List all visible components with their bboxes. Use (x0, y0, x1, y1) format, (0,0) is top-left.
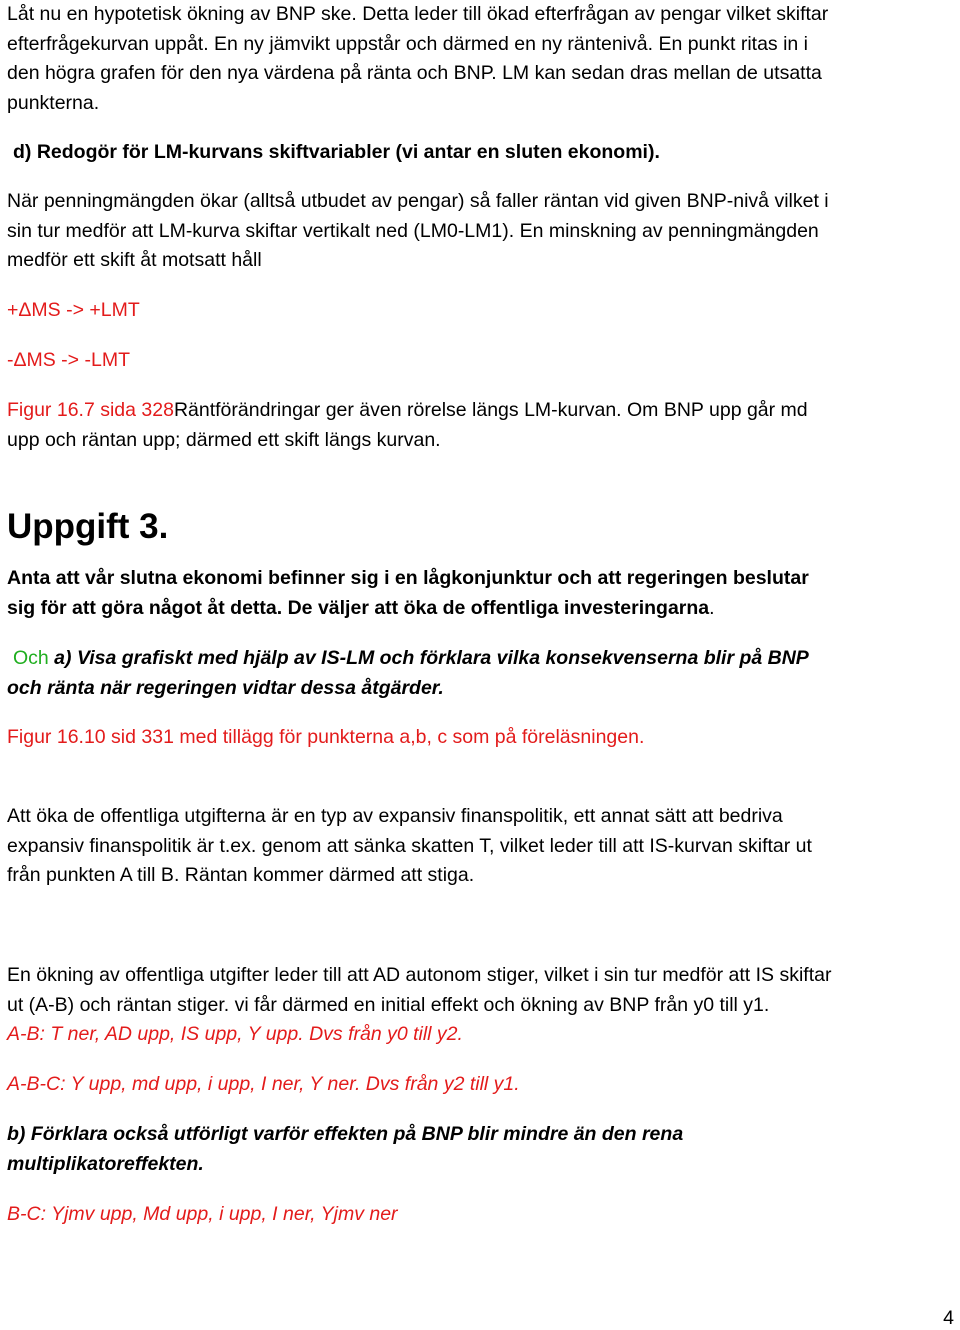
question-a-line-2: och ränta när regeringen vidtar dessa åtgärder. (7, 676, 444, 699)
intro-line: efterfrågekurvan uppåt. En ny jämvikt uppstår och därmed en ny räntenivå. En punkt ritas in i (7, 32, 809, 55)
fiscal-line: Att öka de offentliga utgifterna är en typ av expansiv finanspolitik, ett annat sätt att bedriva (7, 805, 783, 827)
question-b-line-2: multiplikatoreffekten. (7, 1152, 204, 1175)
task-line-end: . (709, 596, 715, 619)
figure-reference-label: Figur 16.7 sida 328 (7, 399, 174, 421)
fiscal-line: expansiv finanspolitik är t.ex. genom att sänka skatten T, vilket leder till att IS-kurvan skiftar ut (7, 834, 812, 857)
fiscal-line: från punkten A till B. Räntan kommer därmed att stiga. (7, 864, 475, 886)
plus-ms-rule: +ΔMS -> +LMT (7, 299, 140, 321)
figure-reference-line (7, 396, 955, 426)
page-number: 4 (943, 1307, 954, 1329)
task-line (7, 594, 955, 624)
figure-reference-line-2: upp och räntan upp; därmed ett skift längs kurvan. (7, 428, 441, 451)
answer-d-line: När penningmängden ökar (alltså utbudet av pengar) så faller räntan vid given BNP-nivå vilket i (7, 190, 829, 212)
task-paragraph (7, 564, 955, 623)
task-line: Anta att vår slutna ekonomi befinner sig i en lågkonjunktur och att regeringen beslutar (7, 567, 809, 589)
answer-d-paragraph (7, 187, 955, 276)
intro-line: punkterna. (7, 91, 100, 114)
question-d: d) Redogör för LM-kurvans skiftvariabler (vi antar en sluten ekonomi). (13, 141, 660, 163)
task-line-text: sig för att göra något åt detta. De väljer att öka de offentliga investeringarna (7, 596, 710, 619)
spending-line: ut (A-B) och räntan stiger. vi får därmed en initial effekt och ökning av BNP från y0 till y1. (7, 993, 770, 1016)
answer-d-line: medför ett skift åt motsatt håll (7, 249, 262, 271)
question-a-line (7, 644, 955, 674)
figure-reference-paragraph (7, 396, 955, 455)
answer-d-line: sin tur medför att LM-kurva skiftar vertikalt ned (LM0-LM1). En minskning av penningmängden (7, 219, 819, 242)
section-heading: Uppgift 3. (7, 507, 169, 546)
abc-summary-line: A-B-C: Y upp, md upp, i upp, I ner, Y ner. Dvs från y2 till y1. (7, 1073, 520, 1095)
intro-line: Låt nu en hypotetisk ökning av BNP ske. Detta leder till ökad efterfrågan av pengar vilket skiftar (7, 3, 829, 25)
question-a-text: a) Visa grafiskt med hjälp av IS-LM och förklara vilka konsekvenserna blir på BNP (48, 647, 809, 669)
ab-summary-line: A-B: T ner, AD upp, IS upp, Y upp. Dvs från y0 till y2. (7, 1023, 463, 1045)
intro-line: den högra grafen för den nya värdena på ränta och BNP. LM kan sedan dras mellan de utsatta (7, 62, 822, 84)
question-b (7, 1120, 955, 1179)
figure-reference-2: Figur 16.10 sid 331 med tillägg för punkterna a,b, c som på föreläsningen. (7, 726, 645, 748)
minus-ms-rule: -ΔMS -> -LMT (7, 349, 130, 371)
intro-paragraph (7, 0, 955, 118)
bc-summary-line: B-C: Yjmv upp, Md upp, i upp, I ner, Yjmv ner (7, 1203, 398, 1225)
och-label: Och (13, 647, 49, 669)
spending-line: En ökning av offentliga utgifter leder till att AD autonom stiger, vilket i sin tur medför att IS skiftar (7, 964, 832, 986)
question-a (7, 644, 955, 703)
fiscal-policy-paragraph (7, 802, 955, 891)
figure-reference-text: Räntförändringar ger även rörelse längs LM-kurvan. Om BNP upp går md (173, 399, 808, 421)
question-b-line: b) Förklara också utförligt varför effekten på BNP blir mindre än den rena (7, 1123, 684, 1145)
government-spending-paragraph (7, 961, 955, 1050)
